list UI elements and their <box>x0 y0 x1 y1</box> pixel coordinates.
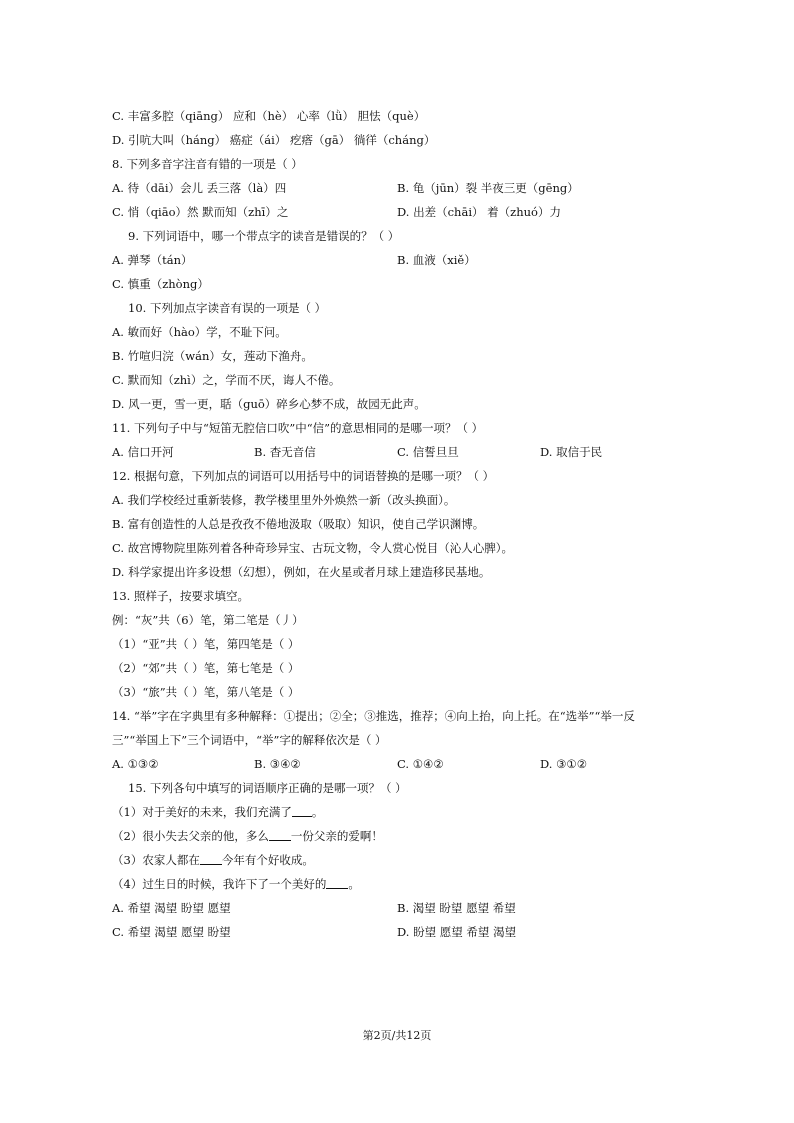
q8-option-b: B. 龟（jūn）裂 半夜三更（gēng） <box>397 181 579 195</box>
q9-option-b: B. 血液（xiě） <box>397 253 476 267</box>
q14-option-b: B. ③④② <box>254 757 301 771</box>
q9-option-a: A. 弹琴（tán） <box>112 253 193 267</box>
answer-blank <box>200 853 222 865</box>
q15-sentence-1-end: 。 <box>311 805 324 819</box>
answer-blank <box>326 877 348 889</box>
q11-option-c: C. 信誓旦旦 <box>397 445 459 459</box>
q8-option-d: D. 出差（chāi） 着（zhuó）力 <box>397 205 561 219</box>
q15-option-b: B. 渴望 盼望 愿望 希望 <box>397 901 516 915</box>
q13-item-1: （1）“亚”共（ ）笔，第四笔是（ ） <box>112 637 300 651</box>
q7-option-d: D. 引吭大叫（háng） 癌症（ái） 疙瘩（gā） 徜徉（cháng） <box>112 133 436 147</box>
q7-option-c: C. 丰富多腔（qiāng） 应和（hè） 心率（lǜ） 胆怯（què） <box>112 109 426 123</box>
q15-sentence-3 <box>112 852 314 868</box>
q15-sentence-4-end: 。 <box>348 877 360 891</box>
question-13: 13. 照样子，按要求填空。 <box>112 589 249 603</box>
q15-sentence-4-text: （4）过生日的时候，我许下了一个美好的 <box>112 877 327 891</box>
q15-option-c: C. 希望 渴望 愿望 盼望 <box>112 925 231 939</box>
q15-sentence-3-text: （3）农家人都在 <box>112 853 200 867</box>
answer-blank <box>292 805 312 817</box>
q15-sentence-1-text: （1）对于美好的未来，我们充满了 <box>112 805 292 819</box>
q15-sentence-2-end: 一份父亲的爱啊！ <box>290 829 383 843</box>
q15-sentence-1 <box>112 804 323 820</box>
q13-example: 例：“灰”共（6）笔，第二笔是（丿） <box>112 613 304 627</box>
q11-option-b: B. 杳无音信 <box>254 445 316 459</box>
q10-option-a: A. 敏而好（hào）学，不耻下问。 <box>112 325 287 339</box>
q12-option-d: D. 科学家提出许多设想（幻想），例如，在火星或者月球上建造移民基地。 <box>112 565 491 579</box>
question-10: 10. 下列加点字读音有误的一项是（ ） <box>128 301 327 315</box>
q8-option-c: C. 悄（qiāo）然 默而知（zhī）之 <box>112 205 289 219</box>
q13-item-2: （2）“郊”共（ ）笔，第七笔是（ ） <box>112 661 300 675</box>
q8-option-a: A. 待（dāi）会儿 丢三落（là）四 <box>112 181 287 195</box>
answer-blank <box>269 829 291 841</box>
q9-option-c: C. 慎重（zhòng） <box>112 277 209 291</box>
question-9: 9. 下列词语中，哪一个带点字的读音是错误的？（ ） <box>128 229 400 243</box>
q15-option-a: A. 希望 渴望 盼望 愿望 <box>112 901 231 915</box>
q15-option-d: D. 盼望 愿望 希望 渴望 <box>397 925 517 939</box>
q15-sentence-2-text: （2）很小失去父亲的他，多么 <box>112 829 269 843</box>
q14-option-a: A. ①③② <box>112 757 159 771</box>
question-12: 12. 根据句意，下列加点的词语可以用括号中的词语替换的是哪一项？（ ） <box>112 469 495 483</box>
q13-item-3: （3）“旅”共（ ）笔，第八笔是（ ） <box>112 685 300 699</box>
question-14-continued: 三”“举国上下”三个词语中，“举”字的解释依次是（ ） <box>112 733 387 747</box>
q15-sentence-4 <box>112 876 360 892</box>
q15-sentence-2 <box>112 828 383 844</box>
q12-option-a: A. 我们学校经过重新装修，教学楼里里外外焕然一新（改头换面）。 <box>112 493 456 507</box>
q15-sentence-3-end: 今年有个好收成。 <box>221 853 314 867</box>
q12-option-c: C. 故宫博物院里陈列着各种奇珍异宝、古玩文物，令人赏心悦目（沁人心脾）。 <box>112 541 513 555</box>
q14-option-c: C. ①④② <box>397 757 444 771</box>
question-8: 8. 下列多音字注音有错的一项是（ ） <box>112 157 303 171</box>
q14-option-d: D. ③①② <box>540 757 588 771</box>
q12-option-b: B. 富有创造性的人总是孜孜不倦地汲取（吸取）知识，使自己学识渊博。 <box>112 517 485 531</box>
question-11: 11. 下列句子中与“短笛无腔信口吹”中“信”的意思相同的是哪一项？（ ） <box>112 421 484 435</box>
q10-option-b: B. 竹喧归浣（wán）女，莲动下渔舟。 <box>112 349 313 363</box>
q11-option-a: A. 信口开河 <box>112 445 174 459</box>
question-14: 14. “举”字在字典里有多种解释：①提出；②全；③推选，推荐；④向上抬，向上托。在“选举”“举一反 <box>112 709 635 723</box>
q11-option-d: D. 取信于民 <box>540 445 603 459</box>
page-footer: 第2页/共12页 <box>362 1029 432 1042</box>
q10-option-c: C. 默而知（zhì）之，学而不厌，诲人不倦。 <box>112 373 341 387</box>
question-15: 15. 下列各句中填写的词语顺序正确的是哪一项？（ ） <box>128 781 407 795</box>
q10-option-d: D. 风一更，雪一更，聒（guō）碎乡心梦不成，故园无此声。 <box>112 397 426 411</box>
